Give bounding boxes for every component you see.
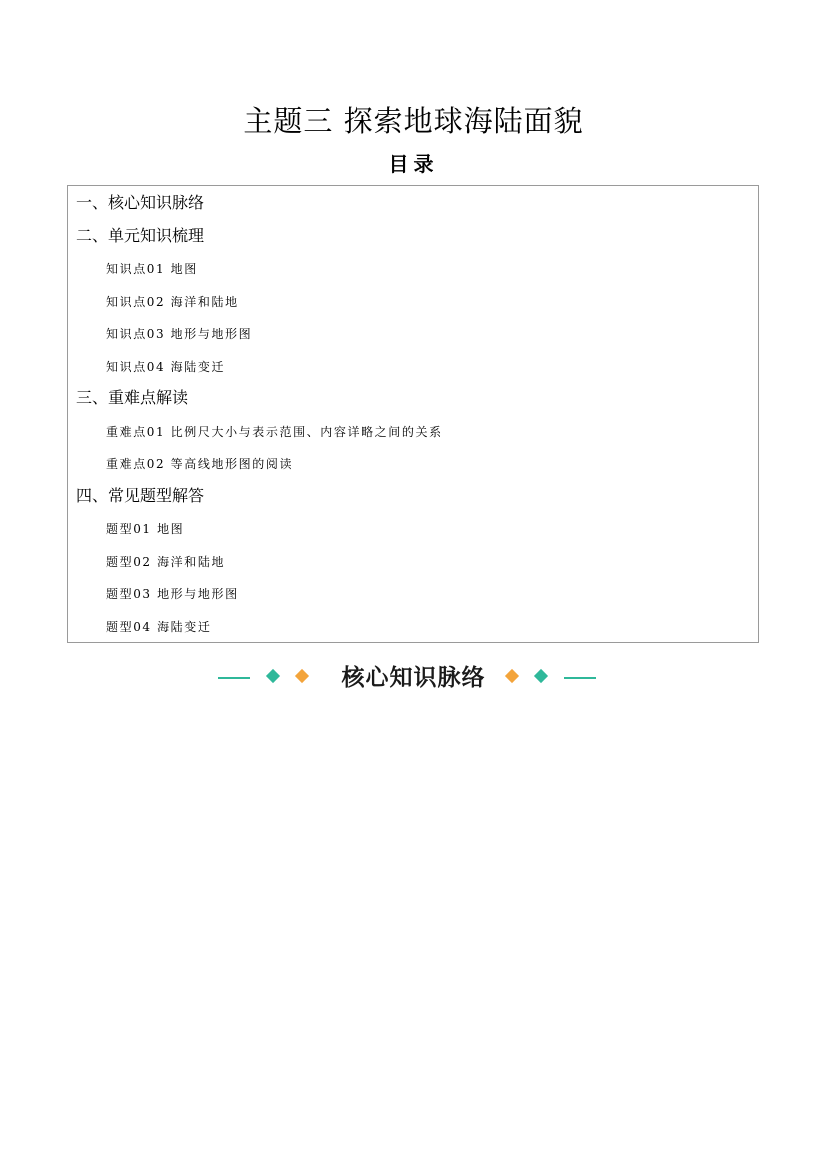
toc-item-core-knowledge[interactable]: 一、核心知识脉络 <box>76 193 205 212</box>
toc-item-key-difficulties[interactable]: 三、重难点解读 <box>76 388 189 407</box>
toc-item-common-questions[interactable]: 四、常见题型解答 <box>76 486 205 505</box>
toc-item-knowledge-point-02[interactable]: 知识点02 海洋和陆地 <box>106 295 239 309</box>
toc-item-question-type-03[interactable]: 题型03 地形与地形图 <box>106 587 239 601</box>
toc-item-knowledge-point-04[interactable]: 知识点04 海陆变迁 <box>106 360 226 374</box>
banner-right-line-icon <box>564 677 596 679</box>
toc-item-knowledge-point-01[interactable]: 知识点01 地图 <box>106 262 198 276</box>
toc-item-question-type-02[interactable]: 题型02 海洋和陆地 <box>106 555 226 569</box>
toc-heading: 目录 <box>388 152 439 176</box>
page-title: 主题三 探索地球海陆面貌 <box>243 104 584 138</box>
section-banner <box>0 660 827 696</box>
toc-item-difficulty-01[interactable]: 重难点01 比例尺大小与表示范围、内容详略之间的关系 <box>106 425 443 439</box>
section-banner-title: 核心知识脉络 <box>341 665 486 691</box>
toc-item-unit-knowledge[interactable]: 二、单元知识梳理 <box>76 226 205 245</box>
toc-item-difficulty-02[interactable]: 重难点02 等高线地形图的阅读 <box>106 457 294 471</box>
table-of-contents <box>67 185 759 643</box>
toc-item-question-type-01[interactable]: 题型01 地图 <box>106 522 185 536</box>
toc-item-knowledge-point-03[interactable]: 知识点03 地形与地形图 <box>106 327 253 341</box>
toc-item-question-type-04[interactable]: 题型04 海陆变迁 <box>106 620 212 634</box>
